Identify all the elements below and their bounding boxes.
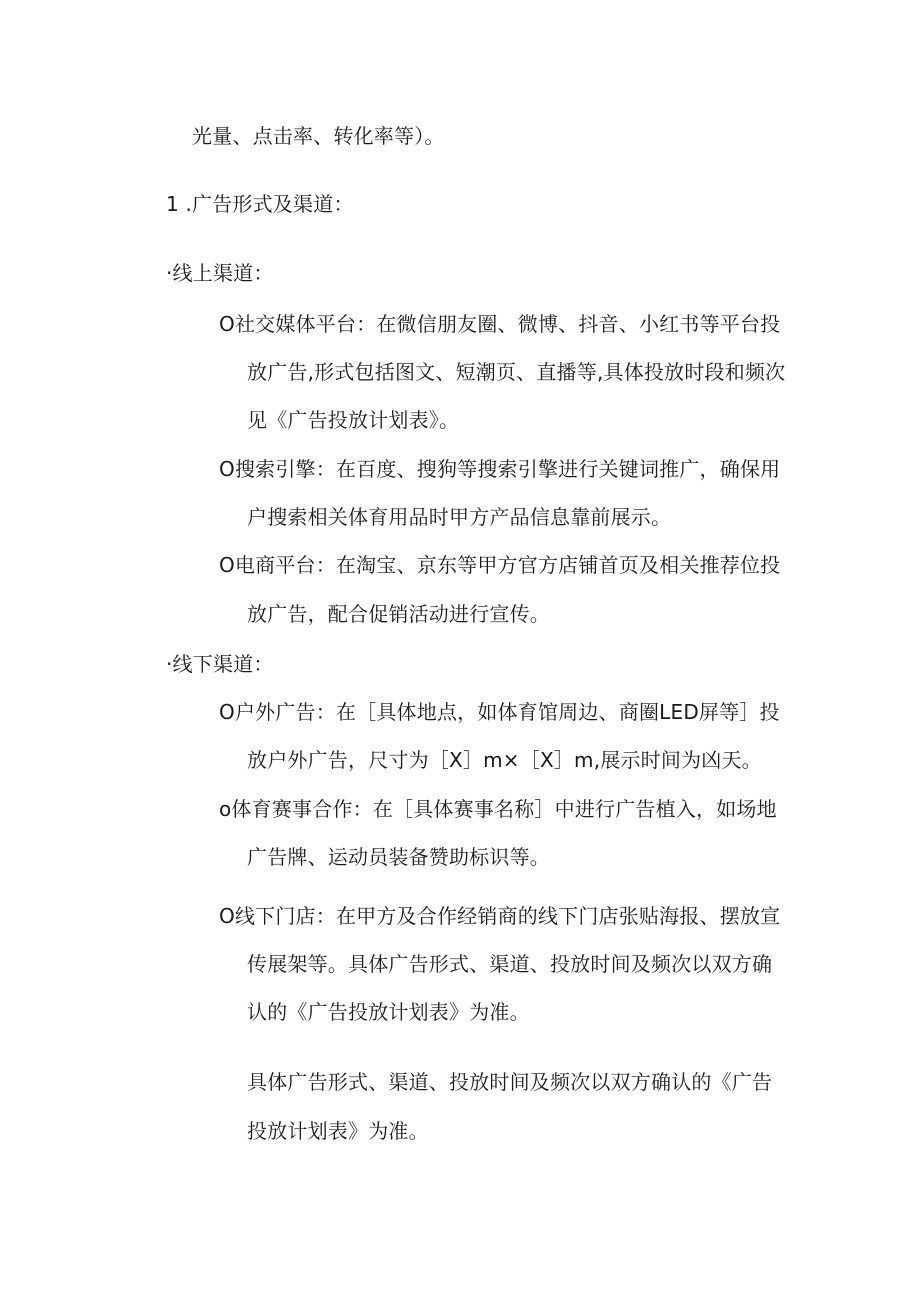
continuation-line: 光量、点击率、转化率等）。 (192, 124, 445, 148)
offline-store-item-line-3: 认的《广告投放计划表》为准。 (247, 1000, 530, 1024)
social-media-item-line-3: 见《广告投放计划表》。 (247, 408, 460, 432)
sports-event-item-line-2: 广告牌、运动员装备赞助标识等。 (247, 845, 550, 869)
sports-event-item-line-1: o体育赛事合作：在［具体赛事名称］中进行广告植入，如场地 (219, 797, 777, 821)
ecommerce-item-line-1: O电商平台：在淘宝、京东等甲方官方店铺首页及相关推荐位投 (219, 553, 781, 577)
outdoor-ad-item-line-2: 放户外广告，尺寸为［X］m×［X］m,展示时间为凶天。 (247, 748, 762, 772)
offline-store-item-line-1: O线下门店：在甲方及合作经销商的线下门店张贴海报、摆放宣 (219, 904, 781, 928)
outdoor-ad-item-line-1: O户外广告：在［具体地点，如体育馆周边、商圈LED屏等］投 (219, 700, 780, 724)
social-media-item-line-1: O社交媒体平台：在微信朋友圈、微博、抖音、小红书等平台投 (219, 312, 781, 336)
summary-line-1: 具体广告形式、渠道、投放时间及频次以双方确认的《广告 (247, 1070, 773, 1094)
ecommerce-item-line-2: 放广告，配合促销活动进行宣传。 (247, 602, 550, 626)
section-heading: 1 .广告形式及渠道： (166, 192, 354, 216)
search-engine-item-line-2: 户搜索相关体育用品时甲方产品信息靠前展示。 (247, 505, 672, 529)
summary-line-2: 投放计划表》为准。 (247, 1119, 429, 1143)
online-channels-heading: ·线上渠道： (166, 261, 274, 285)
search-engine-item-line-1: O搜索引擎：在百度、搜狗等搜索引擎进行关键词推广，确保用 (219, 457, 781, 481)
social-media-item-line-2: 放广告,形式包括图文、短潮页、直播等,具体投放时段和频次 (247, 360, 786, 384)
offline-store-item-line-2: 传展架等。具体广告形式、渠道、投放时间及频次以双方确 (247, 952, 773, 976)
offline-channels-heading: ·线下渠道： (166, 652, 274, 676)
